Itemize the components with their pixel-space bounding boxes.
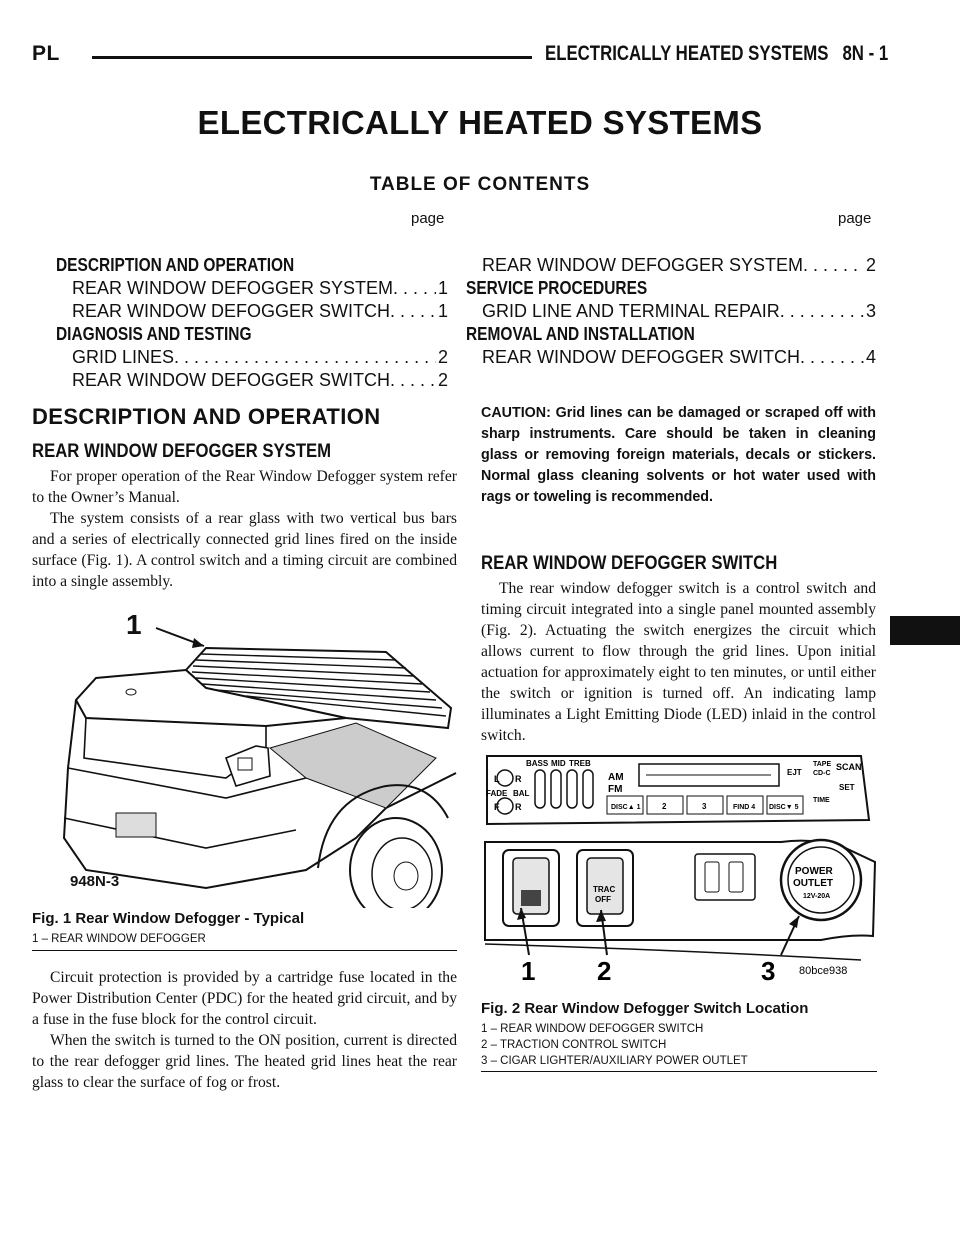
svg-text:DISC▲ 1: DISC▲ 1 [611,804,641,811]
toc-page-label-left: page [411,210,445,227]
fig2-callout-1: 1 [521,956,536,986]
figure-2-legend-1: 1 – REAR WINDOW DEFOGGER SWITCH [481,1023,704,1035]
toc-heading: DESCRIPTION AND OPERATION [56,255,295,275]
svg-text:POWER: POWER [795,866,833,877]
svg-text:R: R [515,802,522,812]
section-title: DESCRIPTION AND OPERATION [32,404,381,429]
svg-text:EJT: EJT [787,768,802,777]
svg-text:FADE: FADE [486,789,508,798]
toc-entry[interactable]: REAR WINDOW DEFOGGER SWITCH . . . 4 [466,346,876,369]
toc-right-column [466,254,876,369]
svg-text:L: L [494,774,500,784]
svg-text:DISC▼ 5: DISC▼ 5 [769,804,799,811]
caution-note: CAUTION: Grid lines can be damaged or scraped off with sharp instruments. Care should be taken in cleaning glass or removing foreign materials, decals or stickers. Normal glass cleaning solvents or hot water used with rags or toweling is recommended. [481,405,876,505]
figure-2-legend-2: 2 – TRACTION CONTROL SWITCH [481,1039,667,1051]
toc-entry[interactable]: REAR WINDOW DEFOGGER SWITCH . . . 1 [56,300,448,323]
section-thumb-tab [890,616,960,645]
figure-1-legend: 1 – REAR WINDOW DEFOGGER [32,933,206,945]
svg-text:AM: AM [608,772,624,783]
toc-heading: SERVICE PROCEDURES [466,278,648,298]
header-section-page: ELECTRICALLY HEATED SYSTEMS 8N - 1 [545,42,889,65]
header-rule [92,56,532,59]
switch-description: The rear window defogger switch is a control switch and timing circuit integrated into a single panel mounted assembly (Fig. 2). Actuating the switch energizes the circuit which allows current to flow through the grid lines. Upon initial actuation for approximately eight to ten minutes, or until either the switch or ignition is turned off. An indicating lamp illuminates a Light Emitting Diode (LED) inlaid in the control switch. [481,580,876,744]
svg-text:TREB: TREB [569,759,591,768]
figure-2-illustration [481,750,877,996]
toc-entry[interactable]: REAR WINDOW DEFOGGER SYSTEM . . . 1 [56,277,448,300]
toc-entry[interactable]: GRID LINES . . . 2 [56,346,448,369]
subsection-title-system: REAR WINDOW DEFOGGER SYSTEM [32,441,332,462]
svg-text:SCAN: SCAN [836,762,862,772]
toc-heading: DIAGNOSIS AND TESTING [56,324,252,344]
svg-text:F: F [494,802,500,812]
svg-text:R: R [515,774,522,784]
svg-text:FIND 4: FIND 4 [733,804,756,811]
toc-title: TABLE OF CONTENTS [369,174,591,195]
svg-text:TIME: TIME [813,797,830,804]
system-description: For proper operation of the Rear Window Defogger system refer to the Owner’s Manual. The system consists of a rear glass with two vertical bus bars and a series of electrically connected grid lines fired on the inside surface (Fig. 1). A control switch and a timing circuit are combined into a single assembly. [32,468,457,590]
figure-1-caption: Fig. 1 Rear Window Defogger - Typical [32,910,305,927]
page-title: ELECTRICALLY HEATED SYSTEMS [197,104,763,141]
fig2-callout-2: 2 [597,956,612,986]
svg-text:TAPE: TAPE [813,761,832,768]
svg-text:OUTLET: OUTLET [793,878,833,889]
svg-text:3: 3 [702,802,707,811]
svg-text:FM: FM [608,784,623,795]
svg-text:BASS: BASS [526,759,549,768]
svg-text:12V-20A: 12V-20A [803,893,831,900]
fig2-callout-3: 3 [761,956,776,986]
toc-entry[interactable]: GRID LINE AND TERMINAL REPAIR . . . 3 [466,300,876,323]
subsection-title-switch: REAR WINDOW DEFOGGER SWITCH [481,553,778,574]
fig1-callout: 1 [126,609,142,640]
figure-1-rule [32,950,457,951]
toc-page-label-right: page [838,210,872,227]
fig1-code: 948N-3 [70,873,120,890]
svg-text:MID: MID [551,759,566,768]
svg-text:CD-C: CD-C [813,770,831,777]
figure-1-illustration [56,608,458,908]
figure-2-rule [481,1071,877,1072]
circuit-description: Circuit protection is provided by a cartridge fuse located in the Power Distribution Center (PDC) for the heated grid circuit, and by a fuse in the fuse block for the control circuit. When the switch is turned to the ON position, current is directed to the rear defogger grid lines. The heated grid lines heat the rear glass to clear the surface of fog or frost. [32,969,457,1091]
svg-text:OFF: OFF [595,895,611,904]
svg-text:SET: SET [839,783,855,792]
fig2-code: 80bce938 [799,965,848,977]
svg-text:BAL: BAL [513,789,530,798]
toc-left-column [56,254,448,392]
toc-heading: REMOVAL AND INSTALLATION [466,324,695,344]
svg-text:2: 2 [662,802,667,811]
header-manufacturer-code: PL [32,42,60,65]
svg-text:TRAC: TRAC [593,885,616,894]
figure-2-legend-3: 3 – CIGAR LIGHTER/AUXILIARY POWER OUTLET [481,1055,748,1067]
figure-2-caption: Fig. 2 Rear Window Defogger Switch Location [481,1000,809,1017]
toc-entry[interactable]: REAR WINDOW DEFOGGER SYSTEM . . . 2 [466,254,876,277]
toc-entry[interactable]: REAR WINDOW DEFOGGER SWITCH . . . 2 [56,369,448,392]
